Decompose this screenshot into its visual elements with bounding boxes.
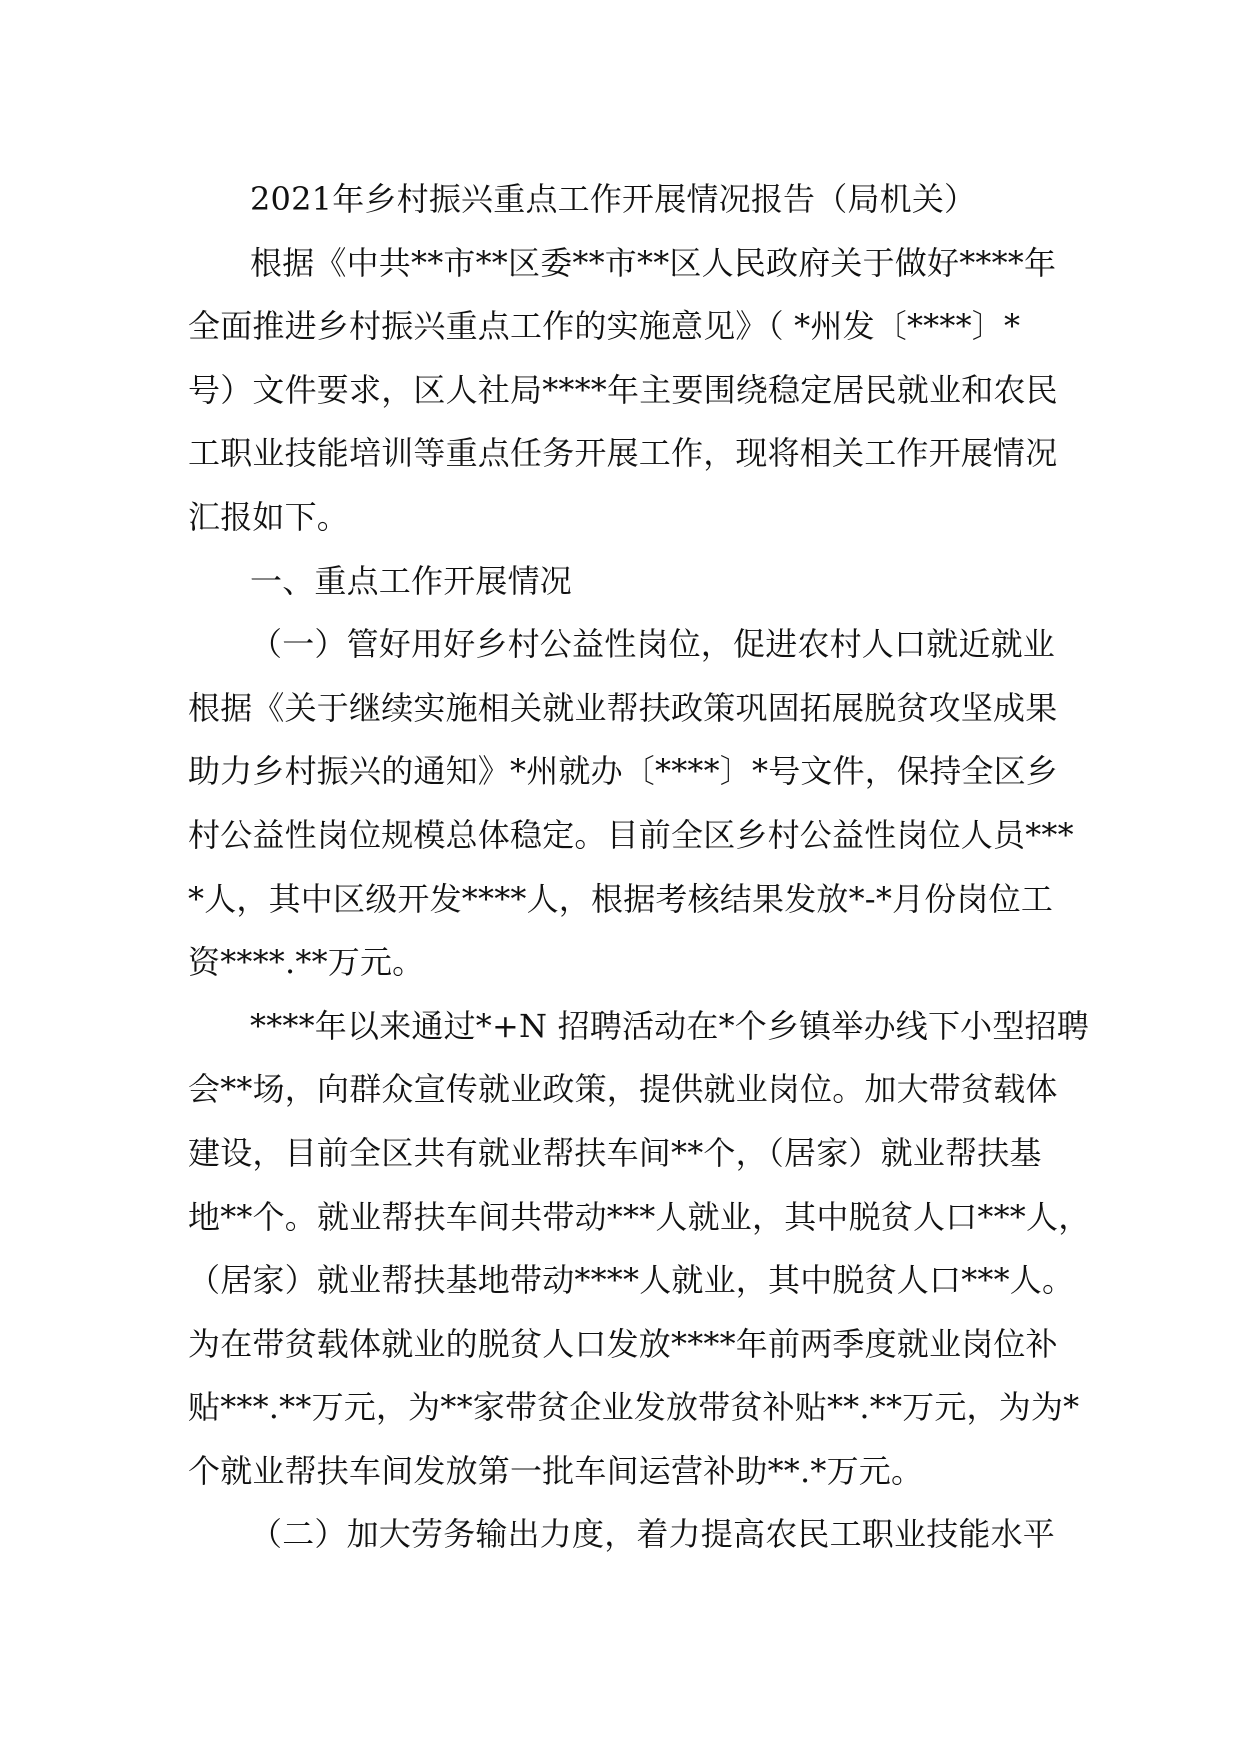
document-page	[188, 168, 1091, 1567]
paragraph-line: 全面推进乡村振兴重点工作的实施意见》（ *州发〔****〕*	[188, 307, 1021, 346]
paragraph-line: 地**个。就业帮扶车间共带动***人就业，其中脱贫人口***人，	[188, 1197, 1091, 1236]
paragraph-line: 个就业帮扶车间发放第一批车间运营补助**.*万元。	[188, 1451, 924, 1490]
paragraph-line: （居家）就业帮扶基地带动****人就业，其中脱贫人口***人。	[188, 1261, 1075, 1300]
document-title: 2021年乡村振兴重点工作开展情况报告（局机关）	[250, 180, 977, 218]
paragraph-line: ****年以来通过*+N 招聘活动在*个乡镇举办线下小型招聘	[250, 1006, 1089, 1045]
paragraph-line: 为在带贫载体就业的脱贫人口发放****年前两季度就业岗位补	[188, 1324, 1058, 1363]
subsection-heading: （一）管好用好乡村公益性岗位，促进农村人口就近就业	[250, 625, 1056, 664]
paragraph-line: 资****.**万元。	[188, 943, 425, 982]
paragraph-line: 贴***.**万元，为**家带贫企业发放带贫补贴**.**万元，为为*	[188, 1388, 1080, 1427]
paragraph-line: 根据《关于继续实施相关就业帮扶政策巩固拓展脱贫攻坚成果	[188, 688, 1058, 727]
subsection-heading: （二）加大劳务输出力度，着力提高农民工职业技能水平	[250, 1515, 1056, 1554]
paragraph-line: 根据《中共**市**区委**市**区人民政府关于做好****年	[250, 243, 1057, 282]
paragraph-line: 助力乡村振兴的通知》*州就办〔****〕*号文件，保持全区乡	[188, 752, 1059, 791]
paragraph-line: 村公益性岗位规模总体稳定。目前全区乡村公益性岗位人员***	[188, 815, 1074, 854]
paragraph-line: 汇报如下。	[188, 497, 350, 536]
paragraph-line: 会**场，向群众宣传就业政策，提供就业岗位。加大带贫载体	[188, 1070, 1058, 1109]
paragraph-line: 工职业技能培训等重点任务开展工作，现将相关工作开展情况	[188, 434, 1058, 473]
paragraph-line: 建设，目前全区共有就业帮扶车间**个，（居家）就业帮扶基	[188, 1133, 1042, 1172]
paragraph-line: 号）文件要求，区人社局****年主要围绕稳定居民就业和农民	[188, 370, 1058, 409]
paragraph-line: *人，其中区级开发****人，根据考核结果发放*-*月份岗位工	[188, 879, 1054, 918]
section-heading: 一、重点工作开展情况	[250, 561, 573, 600]
